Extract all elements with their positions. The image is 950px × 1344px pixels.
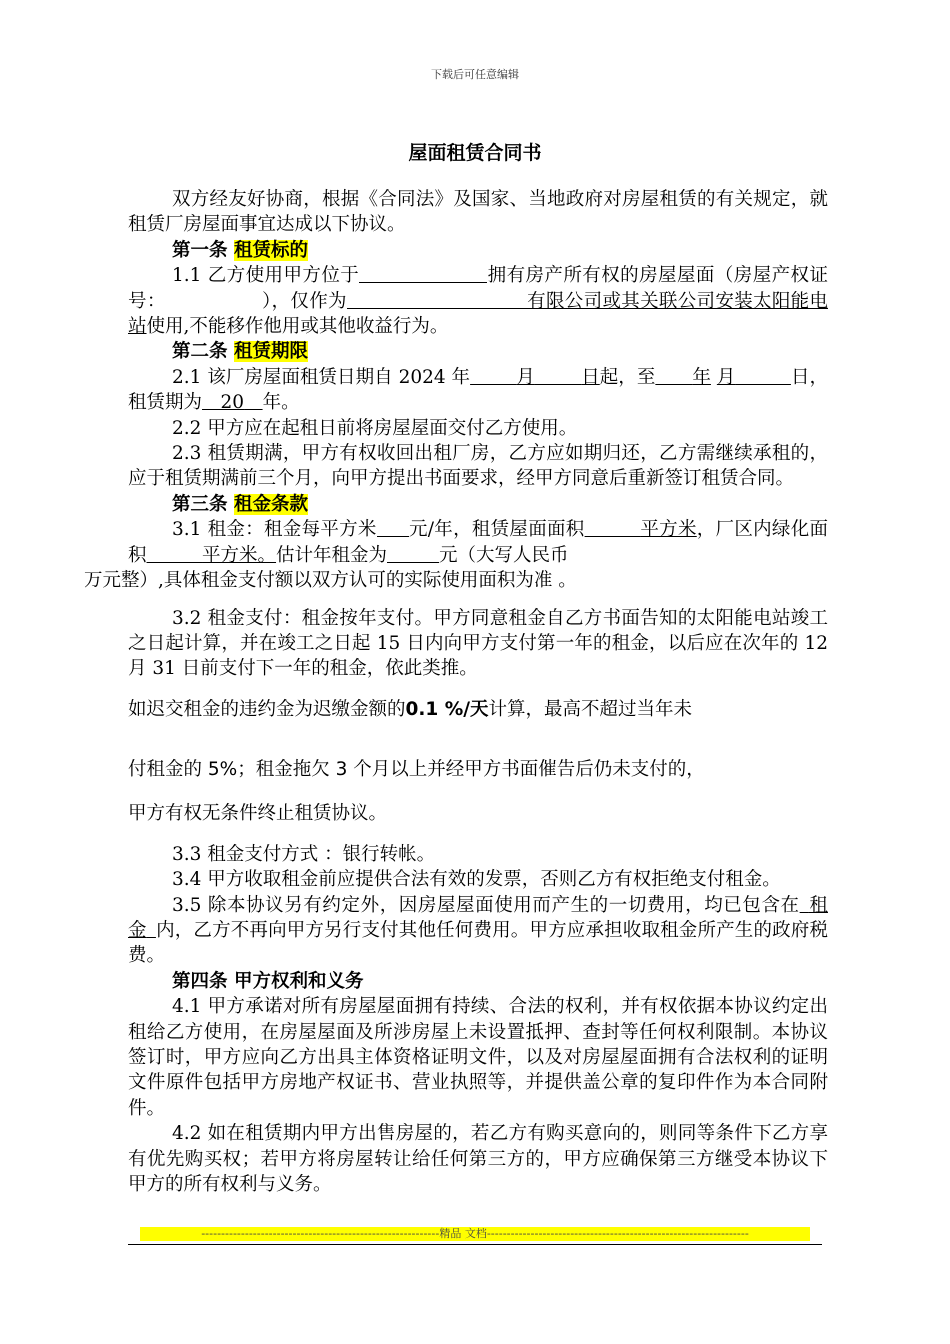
rent-word: 租金	[128, 894, 828, 941]
blank-unit-price	[377, 518, 409, 537]
clause-2-1	[128, 365, 828, 416]
clause-text: ，厂区内绿化面积	[128, 519, 828, 566]
article-3-number: 第三条	[172, 493, 228, 515]
clause-4-2: 4.2 如在租赁期内甲方出售房屋的，若乙方有购买意向的，则同等条件下乙方享有优先购买权；若甲方将房屋转让给任何第三方的，甲方应确保第三方继受本协议下甲方的所有权利与义务。	[128, 1123, 828, 1195]
blank-location	[359, 264, 487, 283]
clause-1-1	[128, 263, 828, 339]
clause-text: 计算，最高不超过当年未	[488, 698, 693, 720]
clause-text: 使用,不能移作他用或其他收益行为。	[146, 316, 449, 338]
clause-text: 年。	[262, 392, 300, 414]
article-3-title: 租金条款	[233, 493, 308, 515]
header-note: 下载后可任意编辑	[431, 68, 519, 81]
clause-text: 万元整）,具体租金支付额以双方认可的实际使用面积为准 。	[84, 570, 577, 592]
term-years	[202, 392, 263, 413]
article-1-heading	[128, 238, 828, 263]
clause-text: 2.1 该厂房屋面租赁日期自 2024 年	[172, 366, 471, 388]
article-1-title: 租赁标的	[233, 239, 308, 261]
clause-text: ），仅作为	[261, 290, 347, 312]
blank-roof-area	[585, 519, 697, 540]
late-fee-line-2: 付租金的 5%；租金拖欠 3 个月以上并经甲方书面催告后仍未支付的，	[128, 758, 705, 780]
article-4-title: 甲方权利和义务	[233, 970, 364, 992]
blank-end-year	[655, 367, 711, 388]
clause-3-1	[84, 517, 828, 593]
intro-paragraph: 双方经友好协商，根据《合同法》及国家、当地政府对房屋租赁的有关规定，就租赁厂房屋面事宜达成以下协议。	[128, 189, 828, 236]
clause-text: 3.5 除本协议另有约定外，因房屋屋面使用而产生的一切费用，均已包含在	[172, 894, 800, 916]
document-title: 屋面租赁合同书	[408, 142, 542, 164]
clause-text: 估计年租金为	[276, 544, 388, 566]
clause-text: 元（大写人民币	[439, 544, 569, 566]
clause-text: 1.1 乙方使用甲方位于	[172, 265, 360, 287]
clause-2-2: 2.2 甲方应在起租日前将房屋屋面交付乙方使用。	[172, 417, 578, 439]
late-fee-line-1	[128, 688, 828, 732]
day-label: 日	[581, 366, 600, 388]
blank-annual-rent	[387, 544, 439, 563]
unit-label: 平方米。	[202, 544, 277, 566]
article-4-heading	[128, 969, 828, 994]
month-label: 月	[516, 366, 535, 388]
company-text: 有限公司或其关联公司安装太阳能电站	[128, 290, 828, 338]
clause-text: 起，至	[599, 366, 656, 388]
year-label: 年	[692, 366, 711, 388]
clause-text: 3.1 租金：租金每平方米	[172, 519, 377, 541]
clause-2-3: 2.3 租赁期满，甲方有权收回出租厂房，乙方应如期归还，乙方需继续承租的，应于租赁期满前三个月，向甲方提出书面要求，经甲方同意后重新签订租赁合同。	[128, 443, 828, 490]
article-3-heading	[128, 492, 828, 517]
footer-divider	[128, 1244, 822, 1245]
document-body	[84, 187, 828, 1197]
clause-4-1: 4.1 甲方承诺对所有房屋屋面拥有持续、合法的权利，并有权依据本协议约定出租给乙方使用，在房屋屋面及所涉房屋上未设置抵押、查封等任何权利限制。本协议签订时，甲方应向乙方出具主体资格证明文件，以及对房屋屋面拥有合法权利的证明文件原件包括甲方房地产权证书、营业执照等，并提供盖公章的复印件作为本合同附件。	[128, 996, 828, 1119]
term-value: 20	[220, 392, 245, 414]
spacer	[128, 732, 828, 748]
clause-3-2: 3.2 租金支付：租金按年支付。甲方同意租金自乙方书面告知的太阳能电站竣工之日起计算，并在竣工之日起 15 日内向甲方支付第一年的租金，以后应在次年的 12 月 31 日前支付下一年的租金，依此类推。	[128, 607, 828, 680]
footer-banner: ------------------------------------------------------------精品 文档------------------------------------------------------------------	[140, 1227, 810, 1241]
unit-label: 平方米	[640, 519, 697, 541]
clause-text: 元/年，租赁屋面面积	[408, 519, 585, 541]
blank-start-month	[470, 367, 600, 388]
article-2-title: 租赁期限	[233, 341, 308, 363]
article-2-number: 第二条	[172, 341, 228, 363]
late-fee-rate: 0.1 %/天	[405, 698, 489, 720]
clause-text: 如迟交租金的违约金为迟缴金额的	[128, 698, 406, 720]
article-1-number: 第一条	[172, 239, 228, 261]
clause-3-3: 3.3 租金支付方式 ：银行转帐。	[172, 843, 436, 865]
spacer	[128, 594, 828, 606]
clause-text: 内，乙方不再向甲方另行支付其他任何费用。甲方应承担收取租金所产生的政府税费。	[128, 919, 828, 967]
clause-3-5	[128, 893, 828, 969]
clause-3-4: 3.4 甲方收取租金前应提供合法有效的发票，否则乙方有权拒绝支付租金。	[172, 869, 781, 891]
article-4-number: 第四条	[172, 970, 228, 992]
clause-text: 日，租赁期为	[128, 366, 828, 414]
article-2-heading	[128, 339, 828, 364]
blank-end-month	[717, 367, 791, 388]
blank-green-area	[147, 545, 277, 566]
clause-text: 拥有房产所有权的房屋屋面（房屋产权证号：	[128, 265, 828, 312]
blank-company	[347, 290, 527, 309]
month-label: 月	[716, 366, 736, 388]
late-fee-line-3: 甲方有权无条件终止租赁协议。	[128, 802, 388, 824]
